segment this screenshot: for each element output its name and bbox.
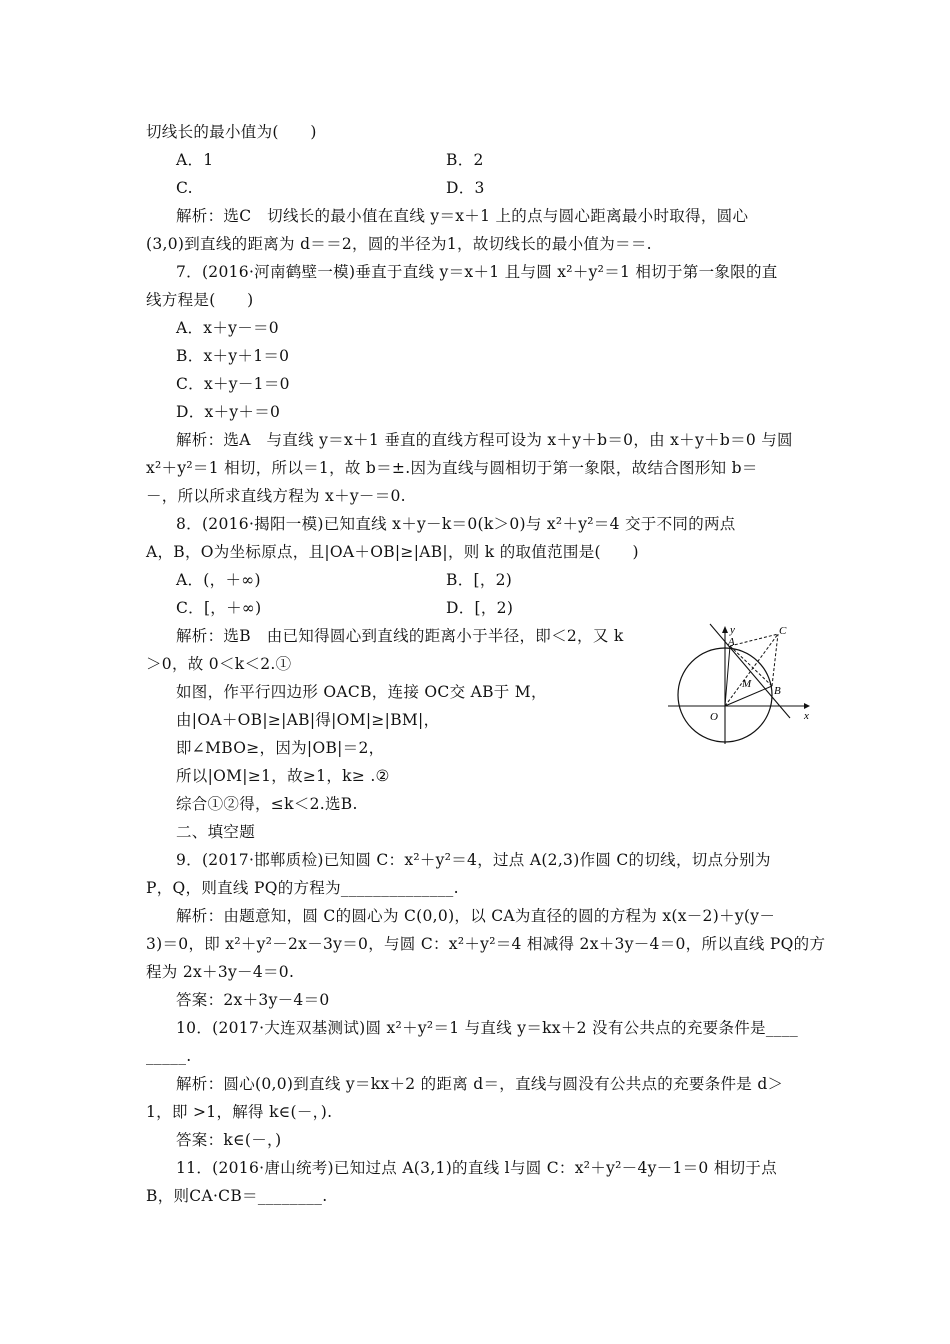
label-x: x xyxy=(804,710,809,722)
line-x-plus-y-minus-k xyxy=(710,624,790,718)
option-c: C．[，＋∞) xyxy=(176,599,262,617)
question-10: 10．(2017·大连双基测试)圆 x²＋y²＝1 与直线 y＝kx＋2 没有公共点的充要条件是____ xyxy=(176,1019,799,1037)
label-m: M xyxy=(742,678,752,690)
segment-bc xyxy=(772,634,778,686)
solution-line: 所以|OM|≥1，故≥1，k≥ .② xyxy=(176,767,390,785)
option-d: D．x＋y＋＝0 xyxy=(176,403,281,421)
option-c: C. xyxy=(176,179,193,197)
option-b: B．x＋y＋1＝0 xyxy=(176,347,290,365)
text-line: B，则CA·CB＝________. xyxy=(146,1187,328,1205)
solution-line: 程为 2x＋3y－4＝0. xyxy=(146,963,295,981)
option-a: A．x＋y－＝0 xyxy=(176,319,279,337)
segment-oa xyxy=(725,646,730,706)
solution-line: 如图，作平行四边形 OACB，连接 OC交 AB于 M， xyxy=(176,683,547,701)
solution-line: 由|OA＋OB|≥|AB|得|OM|≥|BM|， xyxy=(176,711,440,729)
solution-line: 解析：圆心(0,0)到直线 y＝kx＋2 的距离 d＝，直线与圆没有公共点的充要条件是 d＞ xyxy=(176,1075,784,1093)
solution-line: ＞0，故 0＜k＜2.① xyxy=(146,655,292,673)
x-axis-arrow xyxy=(804,703,810,709)
label-c: C xyxy=(779,625,787,637)
option-b: B．2 xyxy=(446,151,484,169)
circle-geometry-figure xyxy=(664,620,814,750)
label-o: O xyxy=(710,711,718,723)
section-heading: 二、填空题 xyxy=(176,823,256,841)
option-d: D．[，2) xyxy=(446,599,514,617)
answer-line: 答案：k∈(－，) xyxy=(176,1131,282,1149)
solution-line: 解析：选B 由已知得圆心到直线的距离小于半径，即＜2，又 k xyxy=(176,627,624,645)
text-line: _____. xyxy=(146,1047,192,1065)
solution-line: 解析：由题意知，圆 C的圆心为 C(0,0)，以 CA为直径的圆的方程为 x(x－2)＋y(y－ xyxy=(176,907,776,925)
option-d: D．3 xyxy=(446,179,485,197)
solution-line: 综合①②得，≤k＜2.选B. xyxy=(176,795,358,813)
option-b: B．[，2) xyxy=(446,571,513,589)
text-line: 线方程是( ) xyxy=(146,291,254,309)
answer-line: 答案：2x＋3y－4＝0 xyxy=(176,991,330,1009)
question-7: 7．(2016·河南鹤壁一模)垂直于直线 y＝x＋1 且与圆 x²＋y²＝1 相切于第一象限的直 xyxy=(176,263,778,281)
question-9: 9．(2017·邯郸质检)已知圆 C：x²＋y²＝4，过点 A(2,3)作圆 C的切线，切点分别为 xyxy=(176,851,771,869)
solution-line: 1，即 >1，解得 k∈(－，). xyxy=(146,1103,333,1121)
solution-line: 解析：选A 与直线 y＝x＋1 垂直的直线方程可设为 x＋y＋b＝0，由 x＋y＋b＝0 与圆 xyxy=(176,431,793,449)
question-11: 11．(2016·唐山统考)已知过点 A(3,1)的直线 l与圆 C：x²＋y²－4y－1＝0 相切于点 xyxy=(176,1159,778,1177)
solution-line: 解析：选C 切线长的最小值在直线 y＝x＋1 上的点与圆心距离最小时取得，圆心 xyxy=(176,207,749,225)
label-b: B xyxy=(774,685,781,697)
solution-line: －，所以所求直线方程为 x＋y－＝0. xyxy=(146,487,406,505)
solution-line: (3,0)到直线的距离为 d＝＝2，圆的半径为1，故切线长的最小值为＝＝. xyxy=(146,235,652,253)
text-line: 切线长的最小值为( ) xyxy=(146,123,317,141)
question-8: 8．(2016·揭阳一模)已知直线 x＋y－k＝0(k＞0)与 x²＋y²＝4 交于不同的两点 xyxy=(176,515,736,533)
solution-line: 即∠MBO≥，因为|OB|＝2， xyxy=(176,739,385,757)
solution-line: x²＋y²＝1 相切，所以＝1，故 b＝±.因为直线与圆相切于第一象限，故结合图形知 b＝ xyxy=(146,459,758,477)
text-line: P，Q，则直线 PQ的方程为______________. xyxy=(146,879,459,897)
option-a: A．1 xyxy=(176,151,214,169)
label-a: A xyxy=(728,636,735,648)
option-c: C．x＋y－1＝0 xyxy=(176,375,290,393)
label-y: y xyxy=(730,624,735,636)
solution-line: 3)＝0，即 x²＋y²－2x－3y＝0，与圆 C：x²＋y²＝4 相减得 2x＋3y－4＝0，所以直线 PQ的方 xyxy=(146,935,826,953)
text-line: A，B，O为坐标原点，且|OA＋OB|≥|AB|，则 k 的取值范围是( ) xyxy=(146,543,639,561)
y-axis-arrow xyxy=(722,626,728,633)
option-a: A．(，＋∞) xyxy=(176,571,261,589)
